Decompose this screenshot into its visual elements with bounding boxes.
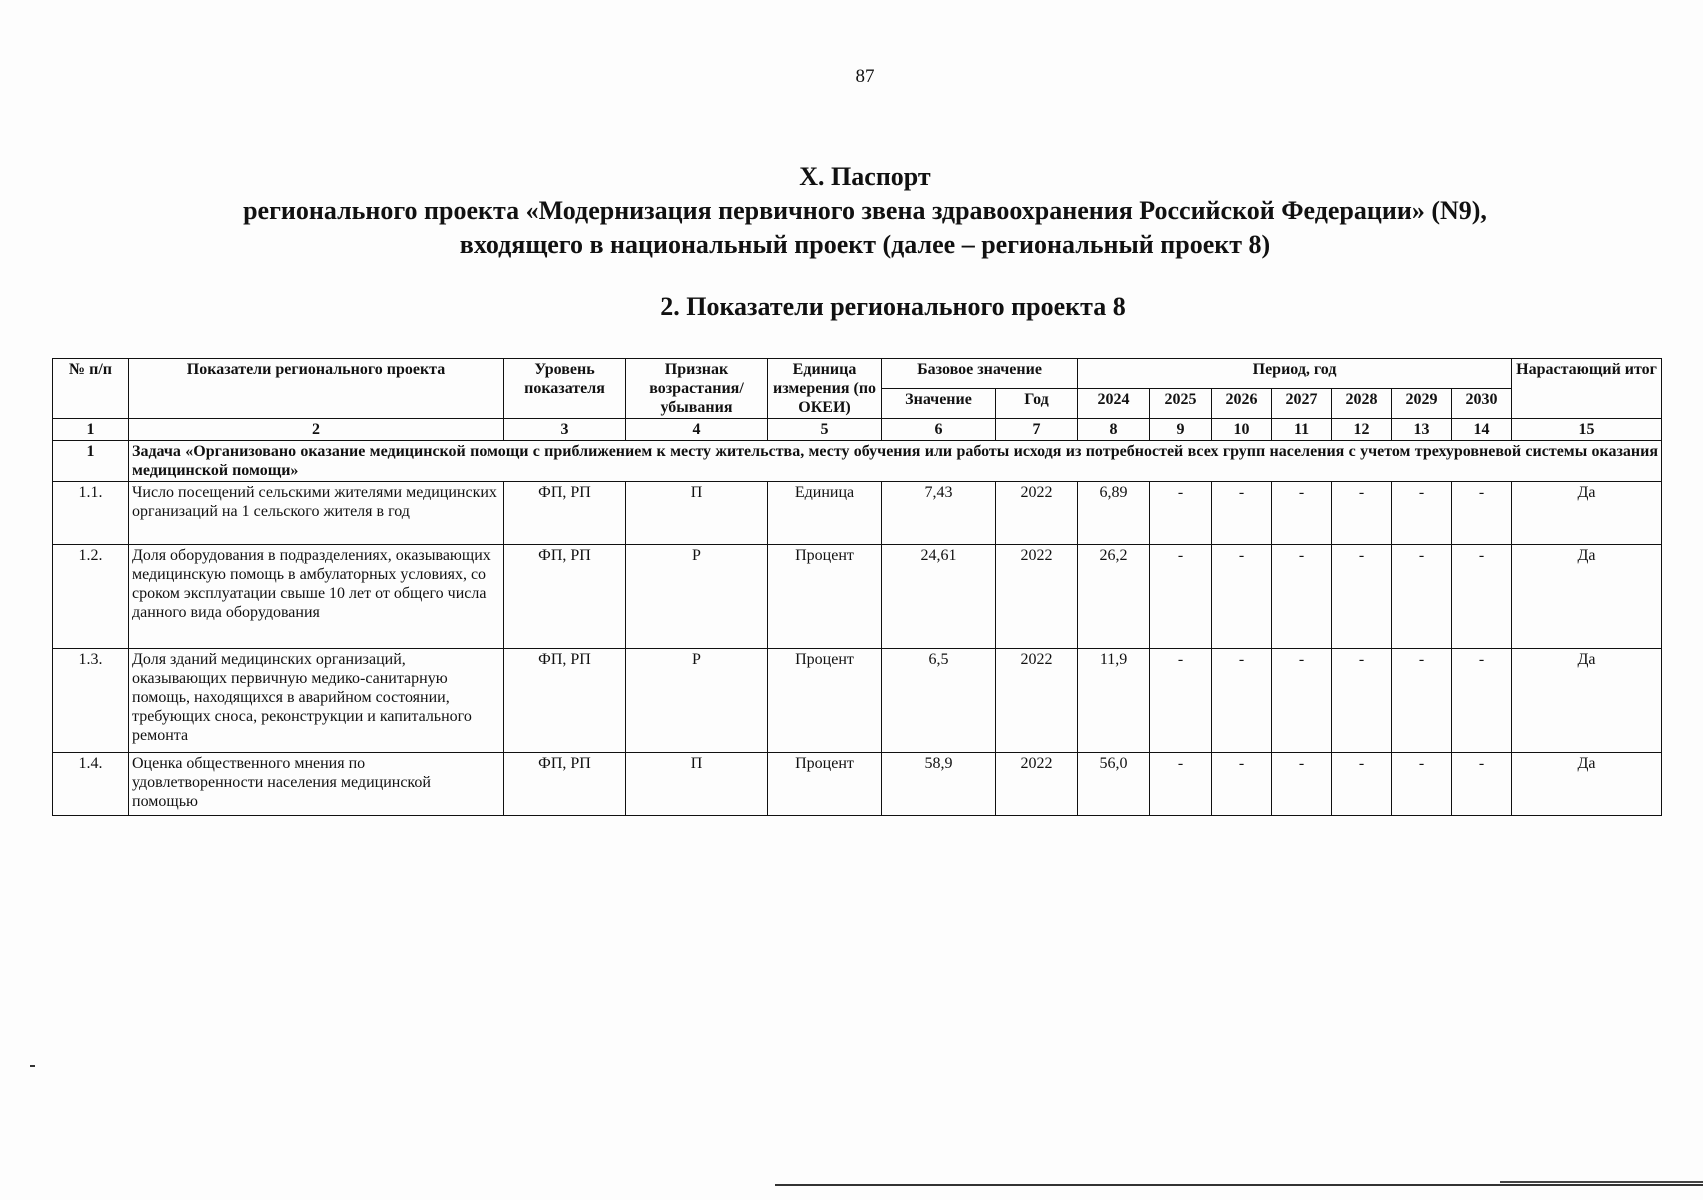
row-year-value: -: [1452, 482, 1512, 545]
row-year-value: -: [1212, 545, 1272, 649]
row-cumulative: Да: [1512, 482, 1662, 545]
row-cumulative: Да: [1512, 753, 1662, 816]
row-level: ФП, РП: [504, 649, 626, 753]
header-num: № п/п: [53, 359, 129, 419]
header-year: 2029: [1392, 389, 1452, 419]
header-period-group: Период, год: [1078, 359, 1512, 389]
row-indicator: Оценка общественного мнения по удовлетворенности населения медицинской помощью: [129, 753, 504, 816]
table-row: [53, 545, 1662, 649]
row-year-value: 11,9: [1078, 649, 1150, 753]
row-indicator: Доля зданий медицинских организаций, оказывающих первичную медико-санитарную помощь, находящихся в аварийном состоянии, требующих сноса, реконструкции и капитального ремонта: [129, 649, 504, 753]
column-number: 10: [1212, 419, 1272, 441]
row-year-value: -: [1150, 545, 1212, 649]
header-base-value: Значение: [882, 389, 996, 419]
row-base-year: 2022: [996, 482, 1078, 545]
column-number: 12: [1332, 419, 1392, 441]
row-year-value: -: [1272, 545, 1332, 649]
table-row: [53, 753, 1662, 816]
row-num: 1.4.: [53, 753, 129, 816]
column-number: 2: [129, 419, 504, 441]
row-base-year: 2022: [996, 545, 1078, 649]
row-indicator: Доля оборудования в подразделениях, оказывающих медицинскую помощь в амбулаторных условиях, со сроком эксплуатации свыше 10 лет от общего числа данного вида оборудования: [129, 545, 504, 649]
column-number: 11: [1272, 419, 1332, 441]
column-number: 6: [882, 419, 996, 441]
table-row: [53, 482, 1662, 545]
header-trend: Признак возрастания/ убывания: [626, 359, 768, 419]
column-number: 13: [1392, 419, 1452, 441]
column-number: 5: [768, 419, 882, 441]
row-unit: Процент: [768, 753, 882, 816]
column-number: 1: [53, 419, 129, 441]
column-number: 8: [1078, 419, 1150, 441]
header-base-year: Год: [996, 389, 1078, 419]
row-year-value: -: [1212, 482, 1272, 545]
row-trend: Р: [626, 545, 768, 649]
row-year-value: -: [1272, 753, 1332, 816]
header-year: 2024: [1078, 389, 1150, 419]
row-year-value: -: [1452, 545, 1512, 649]
column-number: 15: [1512, 419, 1662, 441]
title-line-1: X. Паспорт: [799, 162, 931, 191]
title-line-2: регионального проекта «Модернизация первичного звена здравоохранения Российской Федерации» (N9),: [243, 196, 1487, 225]
title-line-3: входящего в национальный проект (далее – региональный проект 8): [459, 230, 1271, 259]
header-year: 2025: [1150, 389, 1212, 419]
scan-mark: [30, 1065, 35, 1067]
row-year-value: -: [1150, 649, 1212, 753]
row-year-value: -: [1272, 482, 1332, 545]
task-row: [53, 441, 1662, 482]
row-level: ФП, РП: [504, 753, 626, 816]
task-text: Задача «Организовано оказание медицинской помощи с приближением к месту жительства, месту обучения или работы исходя из потребностей всех групп населения с учетом трехуровневой системы оказания медицинской помощи»: [129, 441, 1662, 482]
row-trend: П: [626, 753, 768, 816]
header-indicator: Показатели регионального проекта: [129, 359, 504, 419]
task-num: 1: [53, 441, 129, 482]
page-number: 87: [855, 66, 875, 87]
row-num: 1.3.: [53, 649, 129, 753]
document-title: [0, 160, 1703, 262]
row-unit: Процент: [768, 649, 882, 753]
row-base-value: 24,61: [882, 545, 996, 649]
header-year: 2030: [1452, 389, 1512, 419]
row-year-value: -: [1392, 545, 1452, 649]
table-row: [53, 649, 1662, 753]
column-number-row: [53, 419, 1662, 441]
row-year-value: 56,0: [1078, 753, 1150, 816]
row-year-value: 26,2: [1078, 545, 1150, 649]
row-year-value: -: [1332, 482, 1392, 545]
header-base-group: Базовое значение: [882, 359, 1078, 389]
scan-edge-line: [1500, 1181, 1703, 1183]
row-trend: П: [626, 482, 768, 545]
row-year-value: -: [1392, 649, 1452, 753]
row-level: ФП, РП: [504, 482, 626, 545]
column-number: 4: [626, 419, 768, 441]
column-number: 14: [1452, 419, 1512, 441]
row-year-value: -: [1392, 753, 1452, 816]
row-indicator: Число посещений сельскими жителями медицинских организаций на 1 сельского жителя в год: [129, 482, 504, 545]
row-year-value: -: [1392, 482, 1452, 545]
row-unit: Единица: [768, 482, 882, 545]
header-unit: Единица измерения (по ОКЕИ): [768, 359, 882, 419]
row-base-year: 2022: [996, 649, 1078, 753]
indicators-table: [52, 358, 1662, 816]
row-year-value: -: [1150, 482, 1212, 545]
column-number: 3: [504, 419, 626, 441]
column-number: 7: [996, 419, 1078, 441]
header-year: 2026: [1212, 389, 1272, 419]
column-number: 9: [1150, 419, 1212, 441]
header-year: 2028: [1332, 389, 1392, 419]
row-cumulative: Да: [1512, 545, 1662, 649]
row-year-value: -: [1332, 545, 1392, 649]
row-year-value: -: [1332, 753, 1392, 816]
row-year-value: -: [1452, 753, 1512, 816]
row-base-value: 7,43: [882, 482, 996, 545]
row-year-value: -: [1212, 753, 1272, 816]
row-level: ФП, РП: [504, 545, 626, 649]
row-base-value: 6,5: [882, 649, 996, 753]
row-year-value: -: [1272, 649, 1332, 753]
row-cumulative: Да: [1512, 649, 1662, 753]
row-unit: Процент: [768, 545, 882, 649]
row-year-value: 6,89: [1078, 482, 1150, 545]
scan-edge-line: [775, 1184, 1703, 1186]
row-year-value: -: [1212, 649, 1272, 753]
header-level: Уровень показателя: [504, 359, 626, 419]
row-year-value: -: [1332, 649, 1392, 753]
section-title: 2. Показатели регионального проекта 8: [660, 292, 1126, 321]
row-num: 1.2.: [53, 545, 129, 649]
header-year: 2027: [1272, 389, 1332, 419]
row-trend: Р: [626, 649, 768, 753]
header-cumulative: Нарастающий итог: [1512, 359, 1662, 419]
row-year-value: -: [1150, 753, 1212, 816]
row-num: 1.1.: [53, 482, 129, 545]
row-base-value: 58,9: [882, 753, 996, 816]
row-year-value: -: [1452, 649, 1512, 753]
header-row-1: [53, 359, 1662, 389]
row-base-year: 2022: [996, 753, 1078, 816]
